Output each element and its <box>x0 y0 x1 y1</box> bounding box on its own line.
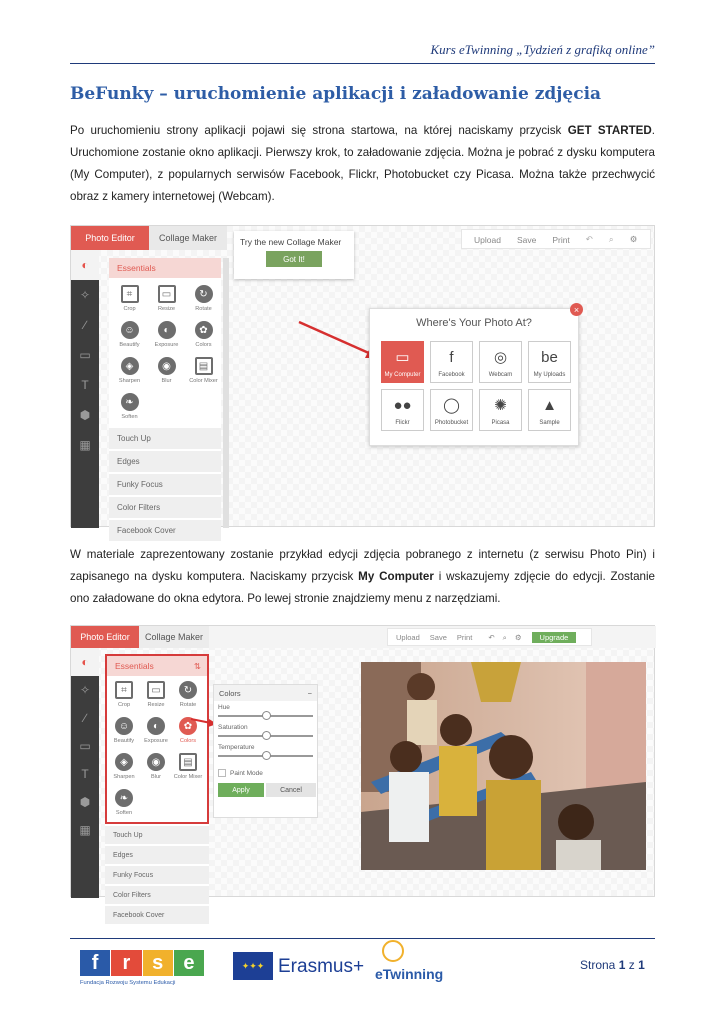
source-label: Facebook <box>438 372 465 378</box>
resize-icon: ▭ <box>147 681 165 699</box>
tab-photo-editor[interactable]: Photo Editor <box>71 226 149 250</box>
texture-icon[interactable]: ▦ <box>79 823 91 837</box>
tooltip-text: Try the new Collage Maker <box>240 237 342 247</box>
magic-wand-icon[interactable]: ✧ <box>79 683 91 697</box>
upload-button[interactable]: Upload <box>396 633 420 642</box>
rotate-icon: ↻ <box>179 681 197 699</box>
menu-item-funky-focus[interactable]: Funky Focus <box>109 474 221 495</box>
zoom-icon[interactable]: ⌕ <box>502 632 507 642</box>
source-label: Picasa <box>491 420 510 426</box>
tool-label: Rotate <box>195 306 212 312</box>
got-it-button[interactable]: Got It! <box>266 251 322 267</box>
facebook-icon: f <box>449 348 454 366</box>
source-webcam[interactable] <box>479 341 522 383</box>
tool-label: Beautify <box>119 342 140 348</box>
slider-list <box>214 704 317 761</box>
essentials-icon[interactable]: ◐ <box>71 648 99 676</box>
menu-item-touch-up[interactable]: Touch Up <box>105 826 209 844</box>
colors-icon: ✿ <box>195 321 213 339</box>
tool-label: Color Mixer <box>189 378 218 384</box>
upgrade-button[interactable]: Upgrade <box>532 632 577 643</box>
rotate-icon: ↻ <box>195 285 213 303</box>
slider-handle[interactable] <box>262 751 271 760</box>
para1-text-c: . Uruchomione zostanie okno aplikacji. Pierwszy krok, to załadowanie zdjęcia. Można je pobrać z dysku komputera (My Computer), z popularnych serwisów Facebook, Flickr, Photobucket czy Picasa. Można także przechwycić obraz z kamery internetowej (Webcam). <box>70 124 655 203</box>
sharpen-icon: ◈ <box>121 357 139 375</box>
menu-item-edges[interactable]: Edges <box>105 846 209 864</box>
tool-label: Crop <box>117 702 131 708</box>
photo-source-dialog <box>369 308 579 446</box>
source-sample[interactable] <box>528 389 571 431</box>
source-label: Webcam <box>488 372 513 378</box>
frse-caption: Fundacja Rozwoju Systemu Edukacji <box>80 980 176 986</box>
slider-label: Saturation <box>218 724 248 731</box>
source-photobucket[interactable] <box>430 389 473 431</box>
menu-item-facebook-cover[interactable]: Facebook Cover <box>105 906 209 924</box>
print-button[interactable]: Print <box>552 234 570 245</box>
tool-label: Sharpen <box>113 774 135 780</box>
page-total: 1 <box>638 958 645 972</box>
source-picasa[interactable] <box>479 389 522 431</box>
running-header: Kurs eTwinning „Tydzień z grafiką online” <box>70 42 655 64</box>
frse-logo: f r s e Fundacja Rozwoju Systemu Edukacji <box>80 950 204 990</box>
dialog-title: Where's Your Photo At? <box>416 317 532 329</box>
beautify-icon: ☺ <box>121 321 139 339</box>
menu-item-funky-focus[interactable]: Funky Focus <box>105 866 209 884</box>
photobucket-icon: ◯ <box>443 397 460 414</box>
paint-mode-label: Paint Mode <box>230 769 263 777</box>
paint-mode-checkbox[interactable] <box>218 769 226 777</box>
slider-track[interactable] <box>218 711 313 721</box>
page-number <box>580 958 645 972</box>
colors-icon: ✿ <box>179 717 197 735</box>
para1-bold: GET STARTED <box>567 124 652 137</box>
slider-saturation <box>218 724 313 741</box>
source-facebook[interactable] <box>430 341 473 383</box>
menu-item-touch-up[interactable]: Touch Up <box>109 428 221 449</box>
etwinning-figure-icon <box>382 940 404 962</box>
source-my-uploads[interactable] <box>528 341 571 383</box>
paragraph-intro <box>70 120 655 208</box>
slider-hue <box>218 704 313 721</box>
source-flickr[interactable] <box>381 389 424 431</box>
menu-item-facebook-cover[interactable]: Facebook Cover <box>109 520 221 541</box>
tool-label: Resize <box>157 306 176 312</box>
frame-icon[interactable]: ▭ <box>79 739 91 753</box>
menu-item-color-filters[interactable]: Color Filters <box>105 886 209 904</box>
edited-photo <box>361 662 646 870</box>
source-label: Photobucket <box>434 420 469 426</box>
tab-collage-maker[interactable]: Collage Maker <box>149 226 227 250</box>
exposure-icon: ◐ <box>158 321 176 339</box>
para2-bold: My Computer <box>358 570 434 583</box>
tool-label: Color Mixer <box>173 774 203 780</box>
collapse-icon[interactable]: − <box>307 688 312 698</box>
tool-label: Exposure <box>154 342 179 348</box>
slider-handle[interactable] <box>262 731 271 740</box>
etwinning-logo: eTwinning <box>375 966 444 982</box>
undo-icon[interactable]: ↶ <box>585 234 593 244</box>
cancel-button[interactable]: Cancel <box>266 783 316 797</box>
source-my-computer[interactable] <box>381 341 424 383</box>
text-icon[interactable]: T <box>81 378 89 392</box>
color-mixer-icon: ▤ <box>179 753 197 771</box>
frame-icon[interactable]: ▭ <box>79 348 91 362</box>
webcam-icon: ◎ <box>493 349 508 366</box>
slider-temperature <box>218 744 313 761</box>
tool-label: Blur <box>161 378 172 384</box>
paragraph-example <box>70 544 655 610</box>
brush-icon[interactable]: ∕ <box>83 711 86 725</box>
color-mixer-icon: ▤ <box>195 357 213 375</box>
source-label: My Computer <box>384 372 421 378</box>
crop-icon: ⌗ <box>121 285 139 303</box>
flickr-icon: ●● <box>393 396 412 414</box>
sharpen-icon: ◈ <box>115 753 133 771</box>
text-icon[interactable]: T <box>81 767 89 781</box>
print-button[interactable]: Print <box>456 633 473 642</box>
tool-label: Resize <box>147 702 165 708</box>
source-label: Sample <box>539 420 560 426</box>
blur-icon: ◉ <box>147 753 165 771</box>
tool-label: Sharpen <box>118 378 141 384</box>
footer-rule <box>70 938 655 939</box>
gear-icon[interactable]: ⚙ <box>629 234 638 244</box>
tool-label: Colors <box>179 738 197 744</box>
page-sep: z <box>628 958 635 972</box>
undo-icon[interactable]: ↶ <box>488 633 495 642</box>
picasa-icon: ✺ <box>494 397 507 414</box>
colors-panel <box>213 684 318 818</box>
save-button[interactable]: Save <box>429 633 447 642</box>
page-current: 1 <box>618 958 626 972</box>
screenshot-upload-dialog <box>70 225 655 535</box>
essentials-label: Essentials <box>117 263 156 273</box>
blur-icon: ◉ <box>158 357 176 375</box>
tab-collage-maker[interactable]: Collage Maker <box>139 626 209 648</box>
sample-icon: ▲ <box>542 396 557 414</box>
essentials-icon[interactable]: ◐ <box>71 250 99 280</box>
eu-flag-icon: ✦✦✦ <box>233 952 273 980</box>
my-computer-icon: ▭ <box>395 349 410 366</box>
para1-text-a: Po uruchomieniu strony aplikacji pojawi się strona startowa, na której naciskamy przycisk <box>70 124 568 137</box>
slider-handle[interactable] <box>262 711 271 720</box>
slider-track[interactable] <box>218 751 313 761</box>
slider-track[interactable] <box>218 731 313 741</box>
sliders-icon[interactable]: ⇅ <box>193 660 201 671</box>
screenshot-editor <box>70 625 655 919</box>
beautify-icon: ☺ <box>115 717 133 735</box>
soften-icon: ❧ <box>121 393 139 411</box>
crop-icon: ⌗ <box>115 681 133 699</box>
close-icon[interactable]: × <box>570 303 583 316</box>
apply-button[interactable]: Apply <box>218 783 264 797</box>
brush-icon[interactable]: ∕ <box>83 318 86 332</box>
source-label: My Uploads <box>533 372 566 378</box>
my-uploads-icon: be <box>541 348 558 366</box>
resize-icon: ▭ <box>158 285 176 303</box>
tool-label: Soften <box>121 414 138 420</box>
para2-text-c: i wskazujemy zdjęcie do edycji. Zostanie ono załadowane do okna edytora. Po lewej stronie znajdziemy menu z narzędziami. <box>70 570 656 605</box>
slider-label: Hue <box>218 704 230 711</box>
page-title: BeFunky – uruchomienie aplikacji i załadowanie zdjęcia <box>70 84 602 104</box>
tool-label: Colors <box>195 342 212 348</box>
tool-label: Crop <box>123 306 136 312</box>
source-label: Flickr <box>395 420 410 426</box>
tab-photo-editor[interactable]: Photo Editor <box>71 626 139 648</box>
tool-label: Rotate <box>179 702 197 708</box>
zoom-icon[interactable]: ⌕ <box>608 234 614 244</box>
para2-text-a: W materiale zaprezentowany zostanie przykład edycji zdjęcia pobranego z internetu (z serwisu Photo Pin) i zapisanego na dysku komputera. Naciskamy przycisk <box>70 548 655 583</box>
magic-wand-icon[interactable]: ✧ <box>79 288 91 302</box>
colors-panel-title: Colors <box>219 688 241 698</box>
erasmus-logo: Erasmus+ <box>278 956 365 977</box>
exposure-icon: ◐ <box>147 717 165 735</box>
tool-label: Blur <box>151 774 161 780</box>
menu-item-color-filters[interactable]: Color Filters <box>109 497 221 518</box>
graphics-icon[interactable]: ⬢ <box>79 795 91 809</box>
texture-icon[interactable]: ▦ <box>79 438 91 452</box>
tool-label: Soften <box>115 810 133 816</box>
soften-icon: ❧ <box>115 789 133 807</box>
essentials-label: Essentials <box>115 661 154 671</box>
save-button[interactable]: Save <box>516 234 537 245</box>
page-label: Strona <box>580 958 616 972</box>
tool-label: Exposure <box>144 738 168 744</box>
slider-label: Temperature <box>218 744 255 751</box>
gear-icon[interactable]: ⚙ <box>514 633 522 642</box>
graphics-icon[interactable]: ⬢ <box>79 408 91 422</box>
menu-item-edges[interactable]: Edges <box>109 451 221 472</box>
tool-label: Beautify <box>113 738 135 744</box>
upload-button[interactable]: Upload <box>474 234 501 245</box>
